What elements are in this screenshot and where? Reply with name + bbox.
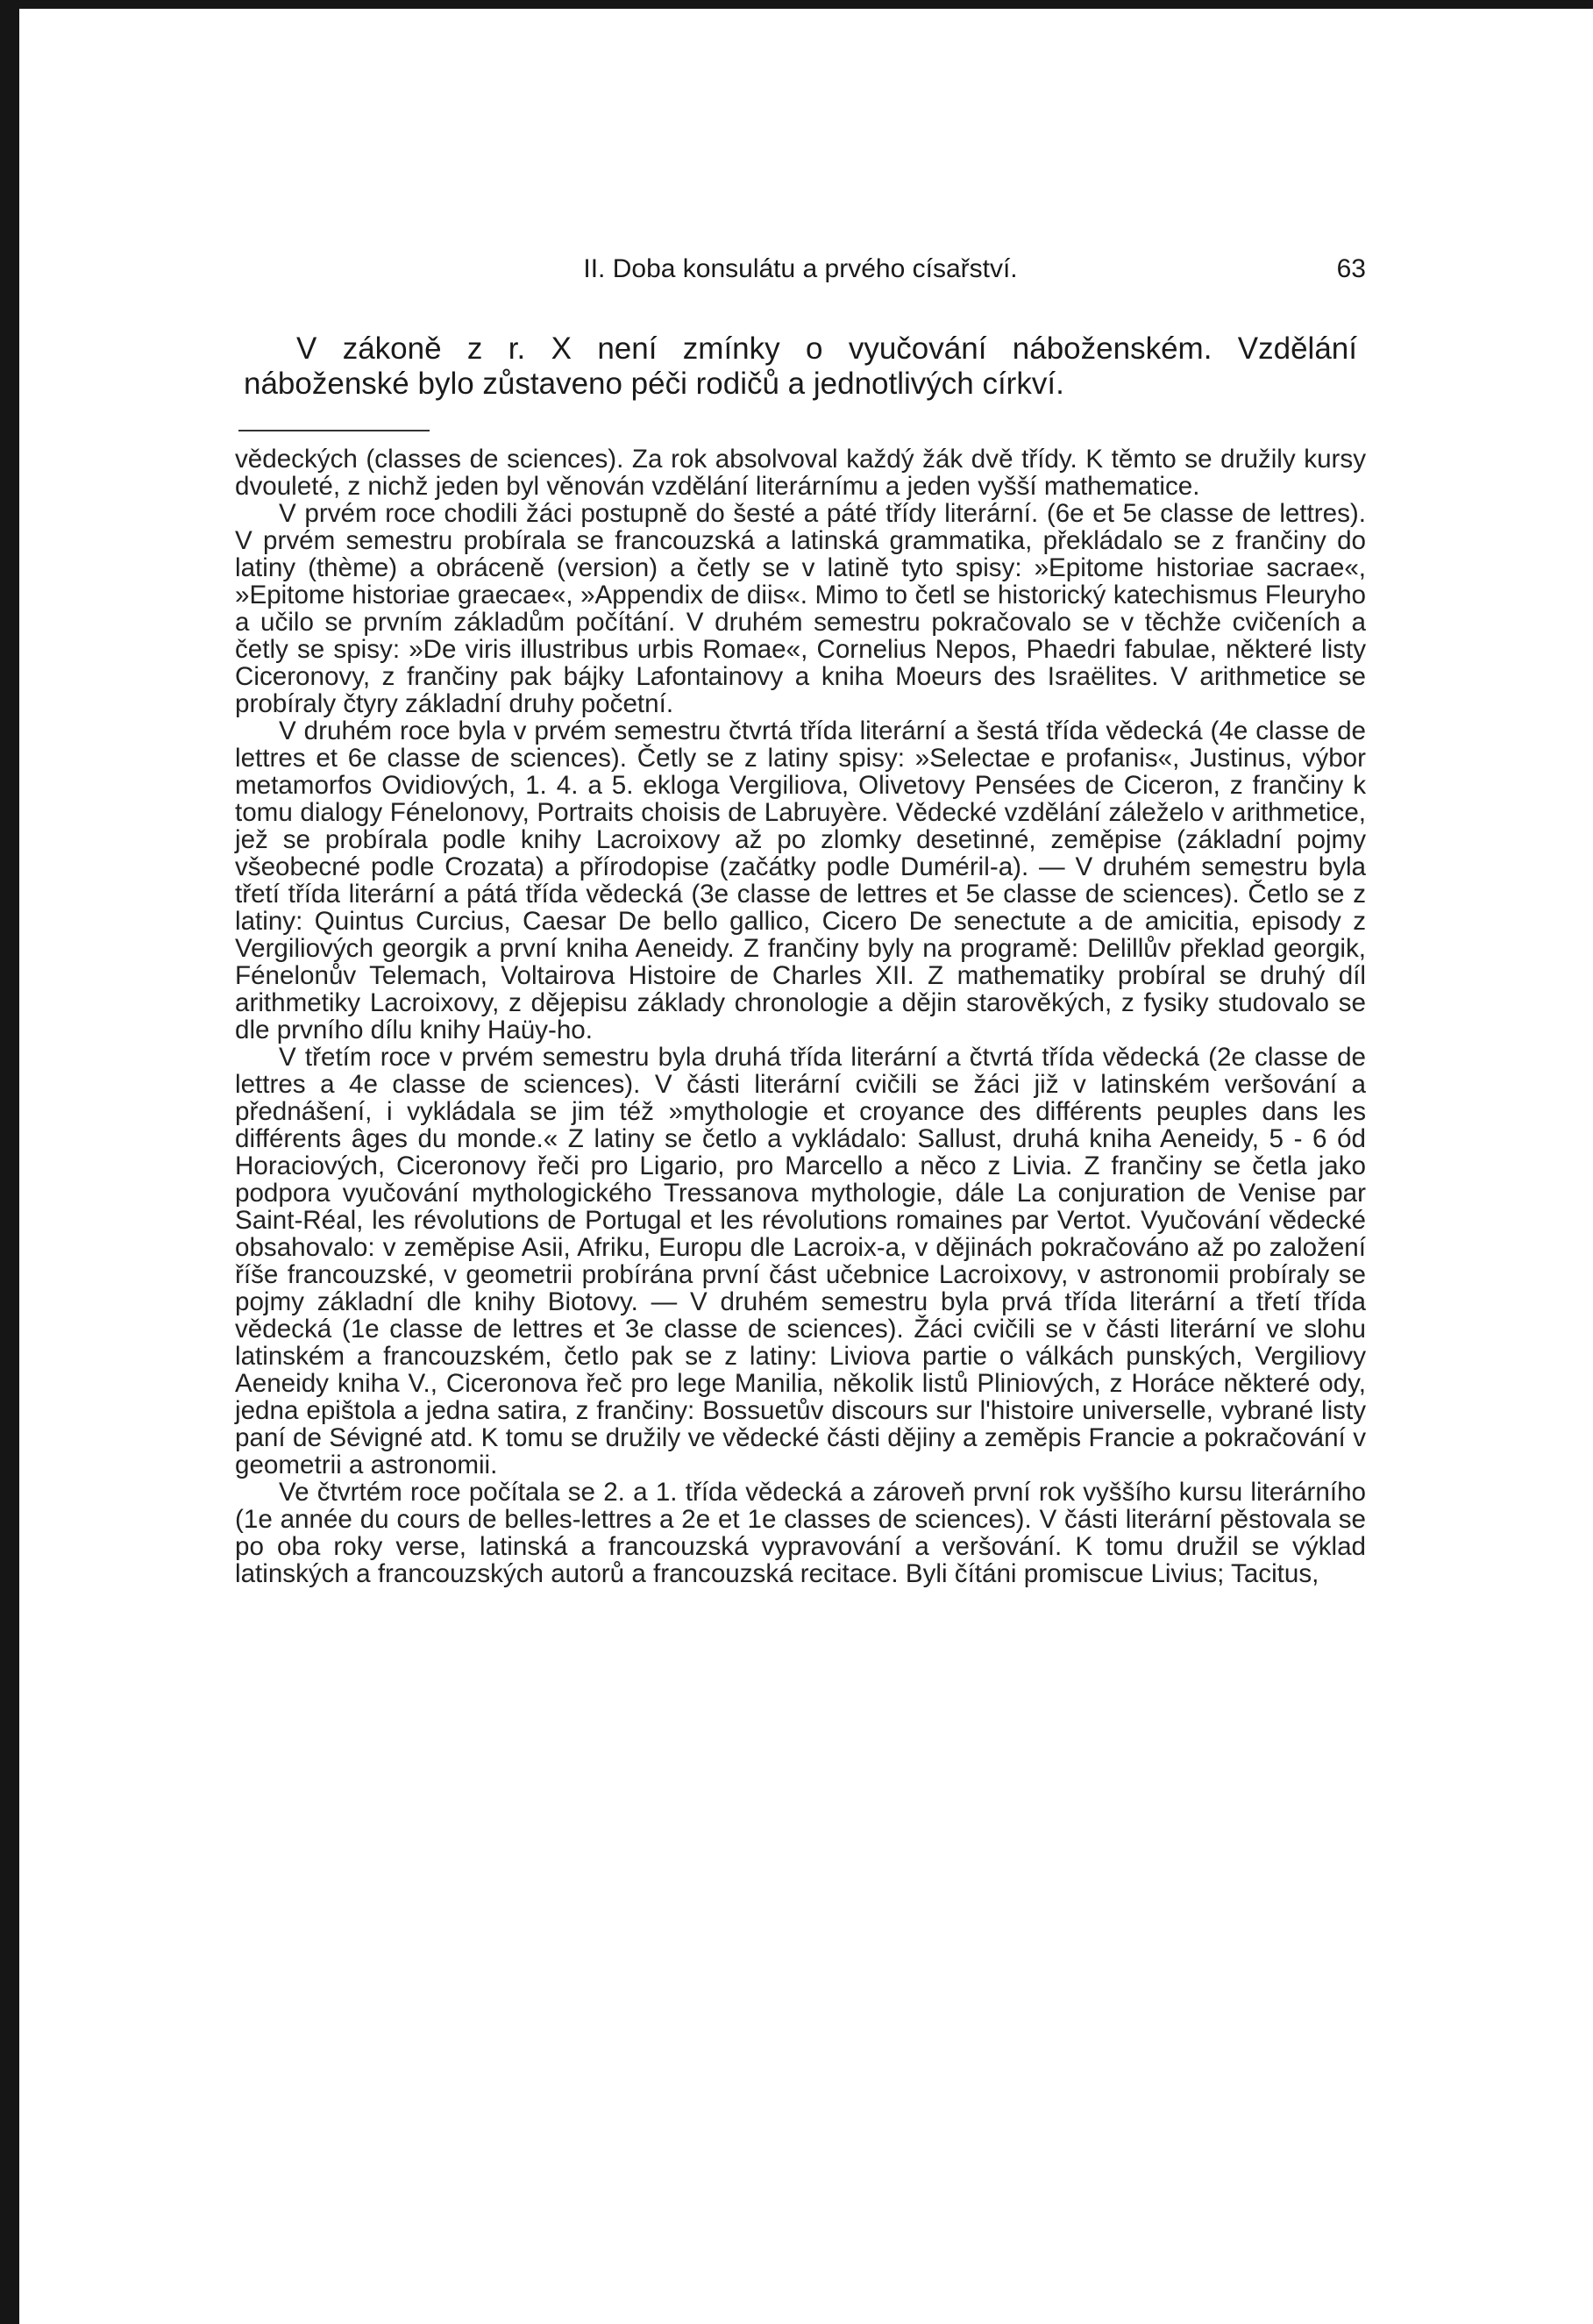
- main-text: [235, 331, 1366, 402]
- book-page: [235, 244, 1366, 1587]
- footnote-paragraph-third-year: V třetím roce v prvém semestru byla druhá třída literární a čtvrtá třída vědecká (2e classe de lettres a 4e classe de sciences). V části literární cvičili se žáci již v latinském veršování a přednášení, i vykládala se jim též »mythologie et croyance des différents peuples dans les différents âges du monde.« Z latiny se četlo a vykládalo: Sallust, druhá kniha Aeneidy, 5 ‑ 6 ód Horaciových, Ciceronovy řeči pro Ligario, pro Marcello a něco z Livia. Z frančiny se četla jako podpora vyučování mythologického Tressanova mythologie, dále La conjuration de Venise par Saint‑Réal, les révolutions de Portugal et les révolutions romaines par Vertot. Vyučování vědecké obsahovalo: v zeměpise Asii, Afriku, Europu dle Lacroix‑a, v dějinách pokračováno až po založení říše francouzské, v geometrii probírána první část učebnice Lacroixovy, v astronomii probíraly se pojmy základní dle knihy Biotovy. — V druhém semestru byla prvá třída literární a třetí třída vědecká (1e classe de lettres et 3e classe de sciences). Žáci cvičili se v části literární ve slohu latinském a francouzském, četlo pak se z latiny: Liviova partie o válkách punských, Vergiliovy Aeneidy kniha V., Ciceronova řeč pro lege Manilia, několik listů Pliniových, z Horáce některé ody, jedna epištola a jedna satira, z frančiny: Bossuetův discours sur l'histoire universelle, vybrané listy paní de Sévigné atd. K tomu se družily ve vědecké části dějiny a zeměpis Francie a pokračování v geometrii a astronomii.: [235, 1043, 1366, 1479]
- footnote-rule: [238, 430, 430, 431]
- footnote-paragraph-continuation: vědeckých (classes de sciences). Za rok absolvoval každý žák dvě třídy. K těmto se družily kursy dvouleté, z nichž jeden byl věnován vzdělání literárnímu a jeden vyšší mathematice.: [235, 445, 1366, 501]
- footnote-paragraph-fourth-year: Ve čtvrtém roce počítala se 2. a 1. třída vědecká a zároveň první rok vyššího kursu literárního (1e année du cours de belles‑lettres a 2e et 1e classes de sciences). V části literární pěstovala se po oba roky verse, latinská a francouzská vypravování a veršování. K tomu družil se výklad latinských a francouzských autorů a francouzská recitace. Byli čítáni promiscue Livius; Tacitus,: [235, 1478, 1366, 1588]
- main-paragraph: V zákoně z r. X není zmínky o vyučování náboženském. Vzdělání náboženské bylo zůstaveno péči rodičů a jednotlivých církví.: [244, 331, 1357, 401]
- scan-left-edge: [0, 0, 19, 2324]
- scan-top-edge: [0, 0, 1593, 9]
- footnote-paragraph-first-year: V prvém roce chodili žáci postupně do šesté a páté třídy literární. (6e et 5e classe de lettres). V prvém semestru probírala se francouzská a latinská grammatika, překládalo se z frančiny do latiny (thème) a obráceně (version) a četly se v latině tyto spisy: »Epitome historiae sacrae«, »Epitome historiae graecae«, »Appendix de diis«. Mimo to četl se historický katechismus Fleuryho a učilo se prvním základům počítání. V druhém semestru pokračovalo se v těchže cvičeních a četly se spisy: »De viris illustribus urbis Romae«, Cornelius Nepos, Phaedri fabulae, některé listy Ciceronovy, z frančiny pak bájky Lafontainovy a kniha Moeurs des Israëlites. V arithmetice se probíraly čtyry základní druhy početní.: [235, 499, 1366, 718]
- running-head-title: II. Doba konsulátu a prvého císařství.: [583, 254, 1018, 283]
- footnote-paragraph-second-year: V druhém roce byla v prvém semestru čtvrtá třída literární a šestá třída vědecká (4e classe de lettres et 6e classe de sciences). Četly se z latiny spisy: »Selectae e profanis«, Justinus, výbor metamorfos Ovidiových, 1. 4. a 5. ekloga Vergiliova, Olivetovy Pensées de Ciceron, z frančiny k tomu dialogy Fénelonovy, Portraits choisis de Labruyère. Vědecké vzdělání záleželo v arithmetice, jež se probírala podle knihy Lacroixovy až po zlomky desetinné, zeměpise (základní pojmy všeobecné podle Crozata) a přírodopise (začátky podle Duméril‑a). — V druhém semestru byla třetí třída literární a pátá třída vědecká (3e classe de lettres et 5e classe de sciences). Četlo se z latiny: Quintus Curcius, Caesar De bello gallico, Cicero De senectute a de amicitia, episody z Vergiliových georgik a první kniha Aeneidy. Z frančiny byly na programě: Delillův překlad georgik, Fénelonův Telemach, Voltairova Histoire de Charles XII. Z mathematiky probíral se druhý díl arithmetiky Lacroixovy, z dějepisu základy chronologie a dějin starověkých, z fysiky studovalo se dle prvního dílu knihy Haüy‑ho.: [235, 716, 1366, 1044]
- running-head: [235, 244, 1366, 296]
- page-number: 63: [1336, 254, 1366, 283]
- footnote-block: [235, 446, 1366, 1587]
